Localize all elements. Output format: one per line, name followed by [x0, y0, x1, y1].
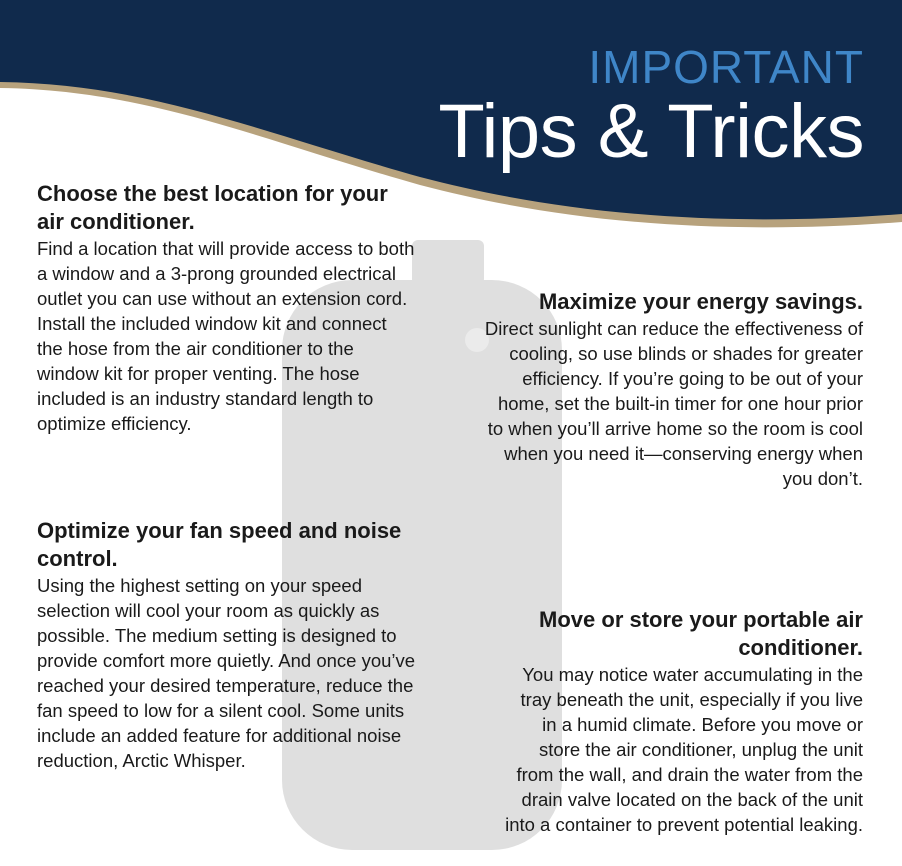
section-move-store: [503, 606, 863, 837]
page-title: Tips & Tricks: [438, 89, 864, 174]
section-fan-speed: [37, 517, 422, 773]
section-energy-savings: [483, 288, 863, 491]
section-best-location: [37, 180, 417, 436]
section-body: Find a location that will provide access to both a window and a 3-prong grounded electrical outlet you can use without an extension cord. Install the included window kit and connect the hose from the air conditioner to the window kit for proper venting. The hose included is an industry standard length to optimize efficiency.: [37, 238, 415, 434]
section-body: Direct sunlight can reduce the effectiveness of cooling, so use blinds or shades for greater efficiency. If you’re going to be out of your home, set the built-in timer for one hour prior to when you’ll arrive home so the room is cool when you need it—conserving energy when you don’t.: [484, 318, 863, 489]
section-body: You may notice water accumulating in the tray beneath the unit, especially if you live in a humid climate. Before you move or store the air conditioner, unplug the unit from the wall, and drain the water from the drain valve located on the back of the unit into a container to prevent potential leaking.: [505, 664, 863, 835]
section-body: Using the highest setting on your speed selection will cool your room as quickly as possible. The medium setting is designed to provide comfort more quietly. And once you’ve reached your desired temperature, reduce the fan speed to low for a silent cool. Some units include an added feature for additional noise reduction, Arctic Whisper.: [37, 575, 416, 771]
section-heading: Maximize your energy savings.: [538, 289, 863, 314]
section-heading: Move or store your portable air conditioner.: [539, 607, 863, 660]
header-kicker: IMPORTANT: [588, 41, 864, 93]
section-heading: Choose the best location for your air conditioner.: [37, 181, 388, 234]
section-heading: Optimize your fan speed and noise control.: [37, 518, 402, 571]
